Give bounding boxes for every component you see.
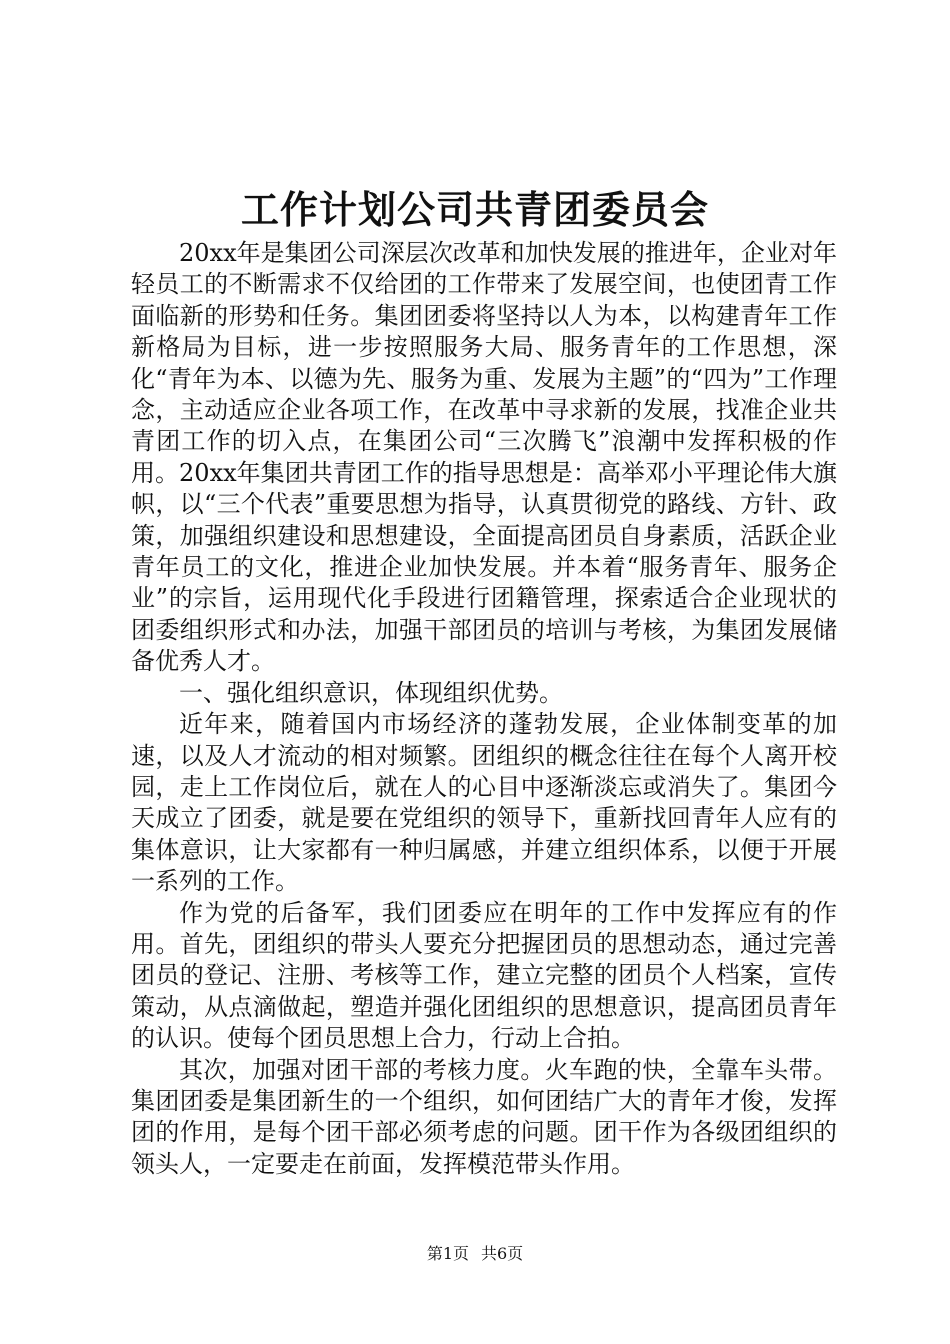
section-heading-1: 一、强化组织意识，体现组织优势。 <box>179 678 563 707</box>
paragraph-section-1-b: 作为党的后备军，我们团委应在明年的工作中发挥应有的作用。首先，团组织的带头人要充分把握团员的思想动态，通过完善团员的登记、注册、考核等工作，建立完整的团员个人档案，宣传策动，从点滴做起，塑造并强化团组织的思想意识，提高团员青年的认识。使每个团员思想上合力，行动上合拍。 <box>131 898 837 1053</box>
document-title: 工作计划公司共青团委员会 <box>240 187 709 232</box>
document-body <box>131 238 837 1180</box>
paragraph-section-1-a: 近年来，随着国内市场经济的蓬勃发展，企业体制变革的加速，以及人才流动的相对频繁。团组织的概念往往在每个人离开校园，走上工作岗位后，就在人的心目中逐渐淡忘或消失了。集团今天成立了团委，就是要在党组织的领导下，重新找回青年人应有的集体意识，让大家都有一种归属感，并建立组织体系，以便于开展一系列的工作。 <box>131 710 837 896</box>
page-number: 第1页 <box>426 1244 469 1263</box>
page-total: 共6页 <box>481 1244 524 1263</box>
paragraph-intro: 20xx年是集团公司深层次改革和加快发展的推进年，企业对年轻员工的不断需求不仅给团的工作带来了发展空间，也使团青工作面临新的形势和任务。集团团委将坚持以人为本，以构建青年工作新格局为目标，进一步按照服务大局、服务青年的工作思想，深化“青年为本、以德为先、服务为重、发展为主题”的“四为”工作理念，主动适应企业各项工作，在改革中寻求新的发展，找准企业共青团工作的切入点，在集团公司“三次腾飞”浪潮中发挥积极的作用。20xx年集团共青团工作的指导思想是：高举邓小平理论伟大旗帜，以“三个代表”重要思想为指导，认真贯彻党的路线、方针、政策，加强组织建设和思想建设，全面提高团员自身素质，活跃企业青年员工的文化，推进企业加快发展。并本着“服务青年、服务企业”的宗旨，运用现代化手段进行团籍管理，探索适合企业现状的团委组织形式和办法，加强干部团员的培训与考核，为集团发展储备优秀人才。 <box>131 239 837 676</box>
paragraph-section-1-c: 其次，加强对团干部的考核力度。火车跑的快，全靠车头带。集团团委是集团新生的一个组织，如何团结广大的青年才俊，发挥团的作用，是每个团干部必须考虑的问题。团干作为各级团组织的领头人，一定要走在前面，发挥模范带头作用。 <box>131 1055 837 1178</box>
page-footer <box>0 1243 950 1265</box>
